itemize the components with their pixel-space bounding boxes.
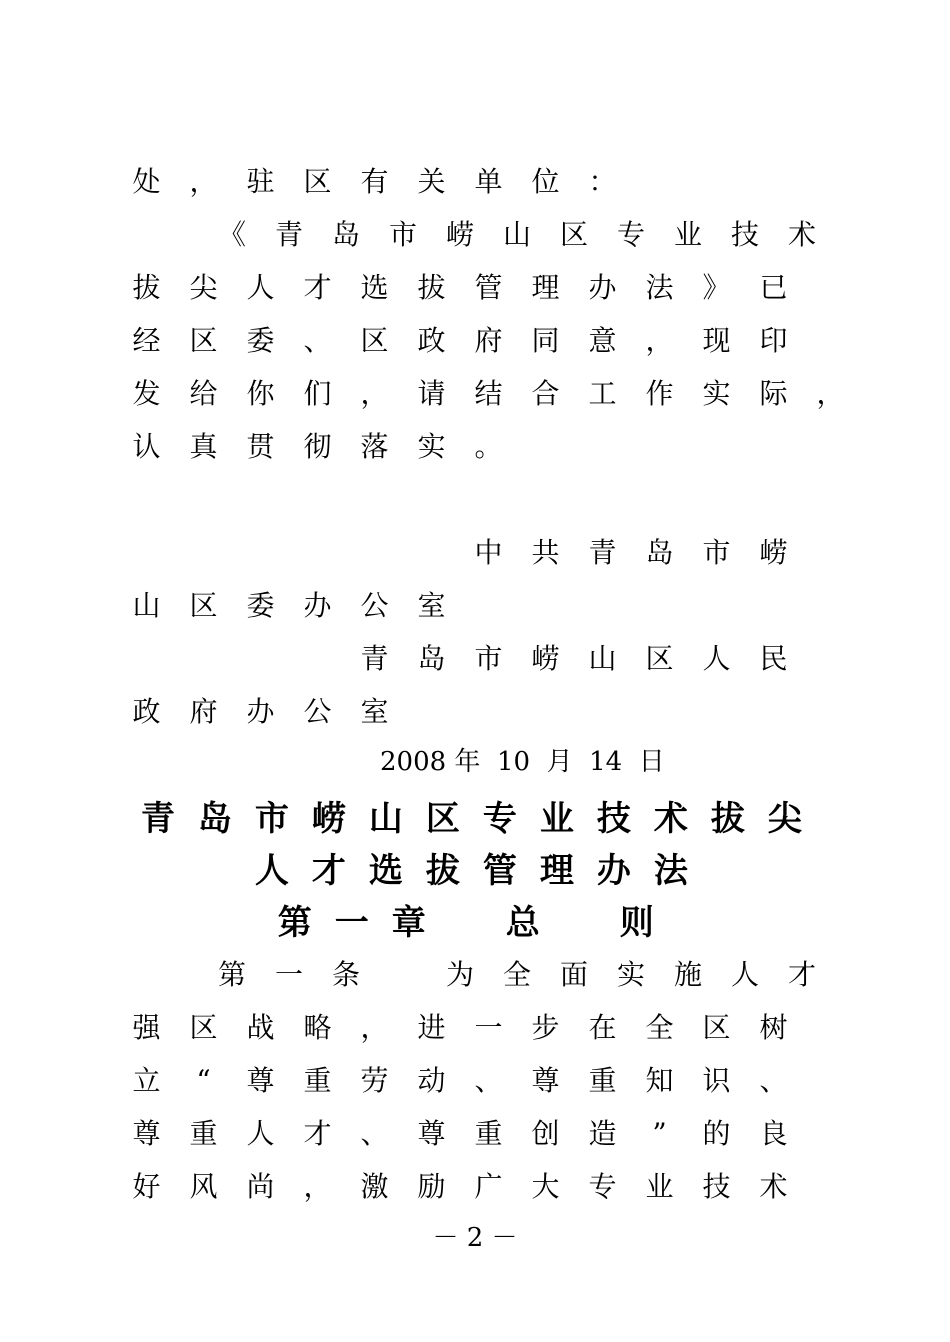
signature-date: 2008 年 10 月 14 日 — [380, 747, 665, 777]
body-text-line: 好 风 尚 ， 激 励 广 大 专 业 技 术 — [132, 1170, 788, 1203]
body-text-line: 尊 重 人 才 、 尊 重 创 造 ” 的 良 — [132, 1117, 788, 1150]
body-text-line: 强 区 战 略 ， 进 一 步 在 全 区 树 — [132, 1011, 788, 1044]
body-text-line: 青 岛 市 崂 山 区 人 民 — [360, 642, 788, 675]
page-number: － 2 － — [432, 1223, 518, 1253]
body-text-line: 发 给 你 们 ， 请 结 合 工 作 实 际 ， — [132, 377, 845, 410]
body-text-line: 立 “ 尊 重 劳 动 、 尊 重 知 识 、 — [132, 1064, 788, 1097]
body-text-line: 拔 尖 人 才 选 拔 管 理 办 法 》 已 — [132, 271, 788, 304]
body-text-line: 《 青 岛 市 崂 山 区 专 业 技 术 — [217, 218, 816, 251]
body-text-line: 第 一 条 为 全 面 实 施 人 才 — [217, 958, 816, 991]
body-text-line: 认 真 贯 彻 落 实 。 — [132, 430, 503, 463]
body-text-line: 山 区 委 办 公 室 — [132, 589, 446, 622]
body-text-line: 政 府 办 公 室 — [132, 695, 389, 728]
body-text-line: 经 区 委 、 区 政 府 同 意 ， 现 印 — [132, 324, 788, 357]
body-text-line: 处 ， 驻 区 有 关 单 位 ： — [132, 165, 617, 198]
body-text-line: 中 共 青 岛 市 崂 — [474, 536, 788, 569]
